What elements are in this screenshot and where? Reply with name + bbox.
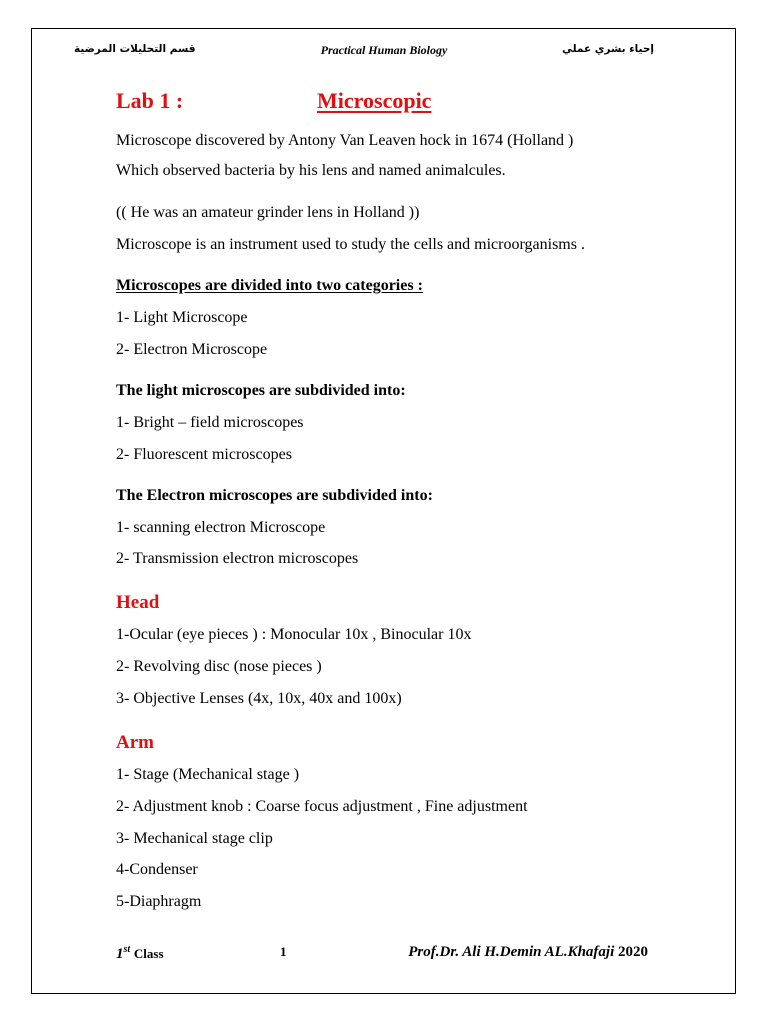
arm-item-5: 5-Diaphragm <box>116 893 202 910</box>
categories-heading: Microscopes are divided into two categories : <box>116 277 423 294</box>
footer-class <box>116 944 164 963</box>
header-course-title: Practical Human Biology <box>320 43 448 57</box>
lab-topic-title: Microscopic <box>317 88 432 113</box>
category-item-2: 2- Electron Microscope <box>116 341 268 358</box>
light-item-2: 2- Fluorescent microscopes <box>116 446 292 463</box>
footer-author-name: Prof.Dr. Ali H.Demin AL.Khafaji <box>408 944 615 960</box>
head-item-2: 2- Revolving disc (nose pieces ) <box>116 658 322 675</box>
head-item-1: 1-Ocular (eye pieces ) : Monocular 10x , Binocular 10x <box>116 626 472 643</box>
intro-line-4: Microscope is an instrument used to study the cells and microorganisms . <box>116 236 585 253</box>
intro-line-3: (( He was an amateur grinder lens in Holland )) <box>116 204 420 221</box>
footer-class-label: Class <box>133 946 164 961</box>
light-heading: The light microscopes are subdivided into: <box>116 382 406 399</box>
electron-heading: The Electron microscopes are subdivided into: <box>116 487 433 504</box>
footer-page-number: 1 <box>280 944 287 959</box>
head-item-3: 3- Objective Lenses (4x, 10x, 40x and 100x) <box>116 690 402 707</box>
arm-section-heading: Arm <box>116 732 154 753</box>
footer-year: 2020 <box>618 944 648 960</box>
footer-author <box>408 944 648 961</box>
electron-item-2: 2- Transmission electron microscopes <box>116 550 359 567</box>
footer-class-number: 1 <box>116 946 124 962</box>
arm-item-3: 3- Mechanical stage clip <box>116 830 273 847</box>
head-section-heading: Head <box>116 592 160 613</box>
arm-item-4: 4-Condenser <box>116 861 198 878</box>
header-subject-arabic: إحياء بشري عملي <box>562 43 654 55</box>
header-department-arabic: قسم التحليلات المرضية <box>74 43 196 55</box>
arm-item-2: 2- Adjustment knob : Coarse focus adjustment , Fine adjustment <box>116 798 528 815</box>
electron-item-1: 1- scanning electron Microscope <box>116 519 326 536</box>
footer-class-suffix: st <box>123 944 131 955</box>
intro-line-2: Which observed bacteria by his lens and named animalcules. <box>116 162 506 179</box>
intro-line-1: Microscope discovered by Antony Van Leaven hock in 1674 (Holland ) <box>116 132 574 149</box>
light-item-1: 1- Bright – field microscopes <box>116 414 304 431</box>
arm-item-1: 1- Stage (Mechanical stage ) <box>116 766 300 783</box>
lab-number: Lab 1 : <box>116 88 184 113</box>
category-item-1: 1- Light Microscope <box>116 309 248 326</box>
